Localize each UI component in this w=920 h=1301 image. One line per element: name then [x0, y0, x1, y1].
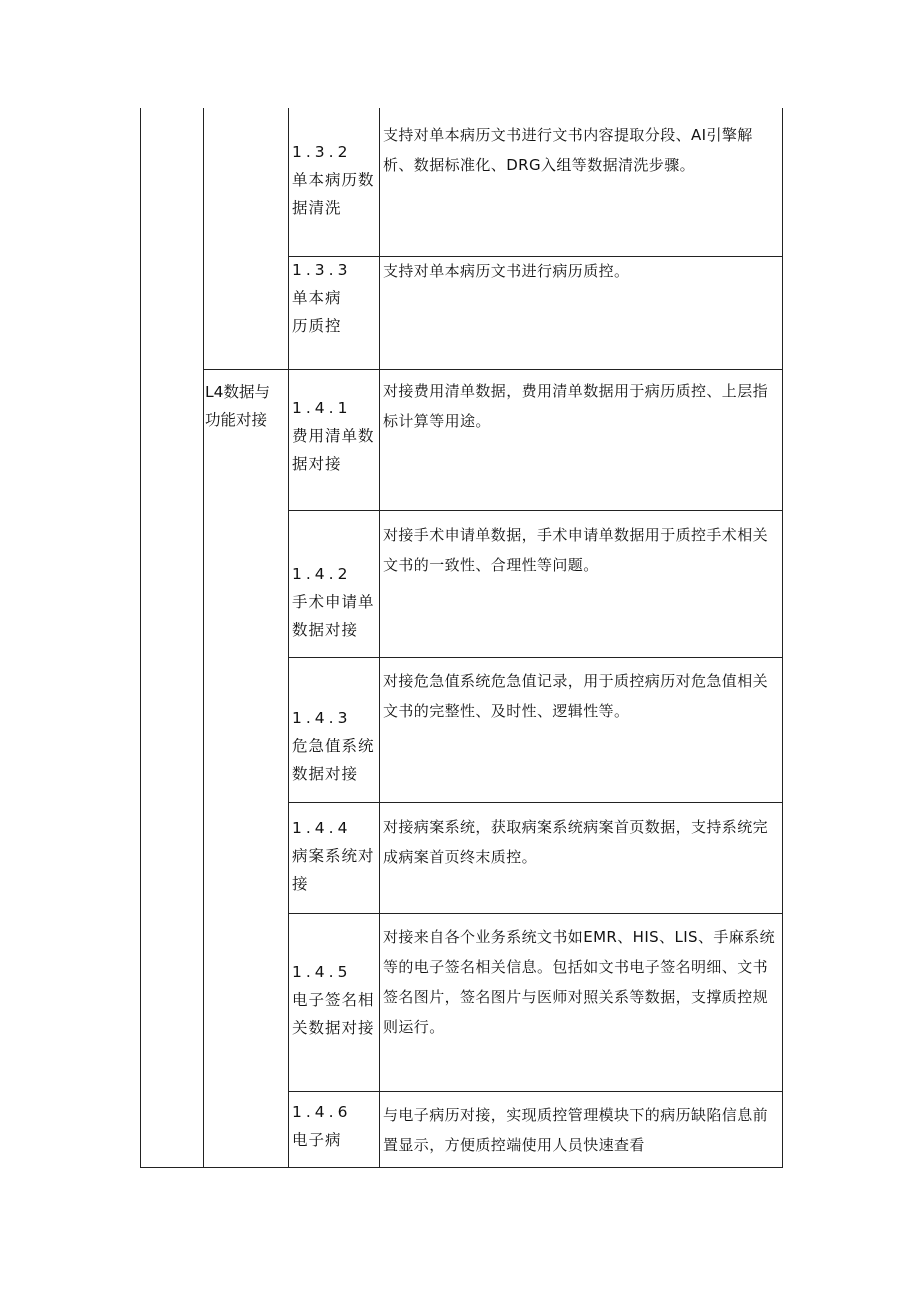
item-code-cell — [292, 560, 378, 644]
item-code: 1.3.2 — [292, 143, 352, 161]
item-title: 单本病历质控 — [292, 289, 342, 335]
item-code: 1.3.3 — [292, 261, 352, 279]
item-description: 对接费用清单数据，费用清单数据用于病历质控、上层指标计算等用途。 — [383, 382, 769, 430]
row-divider — [288, 913, 783, 914]
item-description: 支持对单本病历文书进行文书内容提取分段、AI引擎解析、数据标准化、DRG入组等数据清洗步骤。 — [383, 126, 753, 174]
item-code-cell — [292, 814, 378, 898]
item-description: 支持对单本病历文书进行病历质控。 — [383, 262, 630, 280]
item-title: 电子签名相关数据对接 — [292, 991, 375, 1037]
table-col-divider-1 — [203, 108, 204, 1168]
item-description: 对接来自各个业务系统文书如EMR、HIS、LIS、手麻系统等的电子签名相关信息。包括如文书电子签名明细、文书签名图片，签名图片与医师对照关系等数据，支撑质控规则运行。 — [383, 928, 775, 1036]
item-description: 对接病案系统，获取病案系统病案首页数据，支持系统完成病案首页终末质控。 — [383, 818, 769, 866]
item-code: 1.4.1 — [292, 399, 352, 417]
item-description: 与电子病历对接，实现质控管理模块下的病历缺陷信息前置显示，方便质控端使用人员快速查看 — [383, 1106, 769, 1154]
item-code-cell — [292, 256, 378, 340]
item-title: 电子病 — [292, 1131, 342, 1149]
table-col-divider-2 — [288, 108, 289, 1168]
item-code: 1.4.3 — [292, 709, 352, 727]
item-code-cell — [292, 958, 378, 1042]
table-border-right — [782, 108, 783, 1168]
item-title: 单本病历数据清洗 — [292, 171, 375, 217]
item-code: 1.4.5 — [292, 963, 352, 981]
item-title: 手术申请单数据对接 — [292, 593, 375, 639]
item-code-cell — [292, 1098, 378, 1154]
item-code: 1.4.6 — [292, 1103, 352, 1121]
item-description: 对接手术申请单数据，手术申请单数据用于质控手术相关文书的一致性、合理性等问题。 — [383, 526, 769, 574]
item-code-cell — [292, 704, 378, 788]
table-border-left — [140, 108, 141, 1168]
item-code: 1.4.4 — [292, 819, 352, 837]
row-divider — [288, 510, 783, 511]
row-divider — [203, 369, 783, 370]
item-description: 对接危急值系统危急值记录，用于质控病历对危急值相关文书的完整性、及时性、逻辑性等。 — [383, 672, 769, 720]
row-divider — [288, 802, 783, 803]
item-code-cell — [292, 138, 378, 222]
item-code: 1.4.2 — [292, 565, 352, 583]
item-title: 病案系统对接 — [292, 847, 375, 893]
table-border-bottom — [140, 1167, 783, 1168]
level-label: L4数据与功能对接 — [205, 383, 270, 429]
item-code-cell — [292, 394, 378, 478]
item-title: 费用清单数据对接 — [292, 427, 375, 473]
table-col-divider-3 — [379, 108, 380, 1168]
row-divider — [288, 1091, 783, 1092]
item-title: 危急值系统数据对接 — [292, 737, 375, 783]
row-divider — [288, 657, 783, 658]
